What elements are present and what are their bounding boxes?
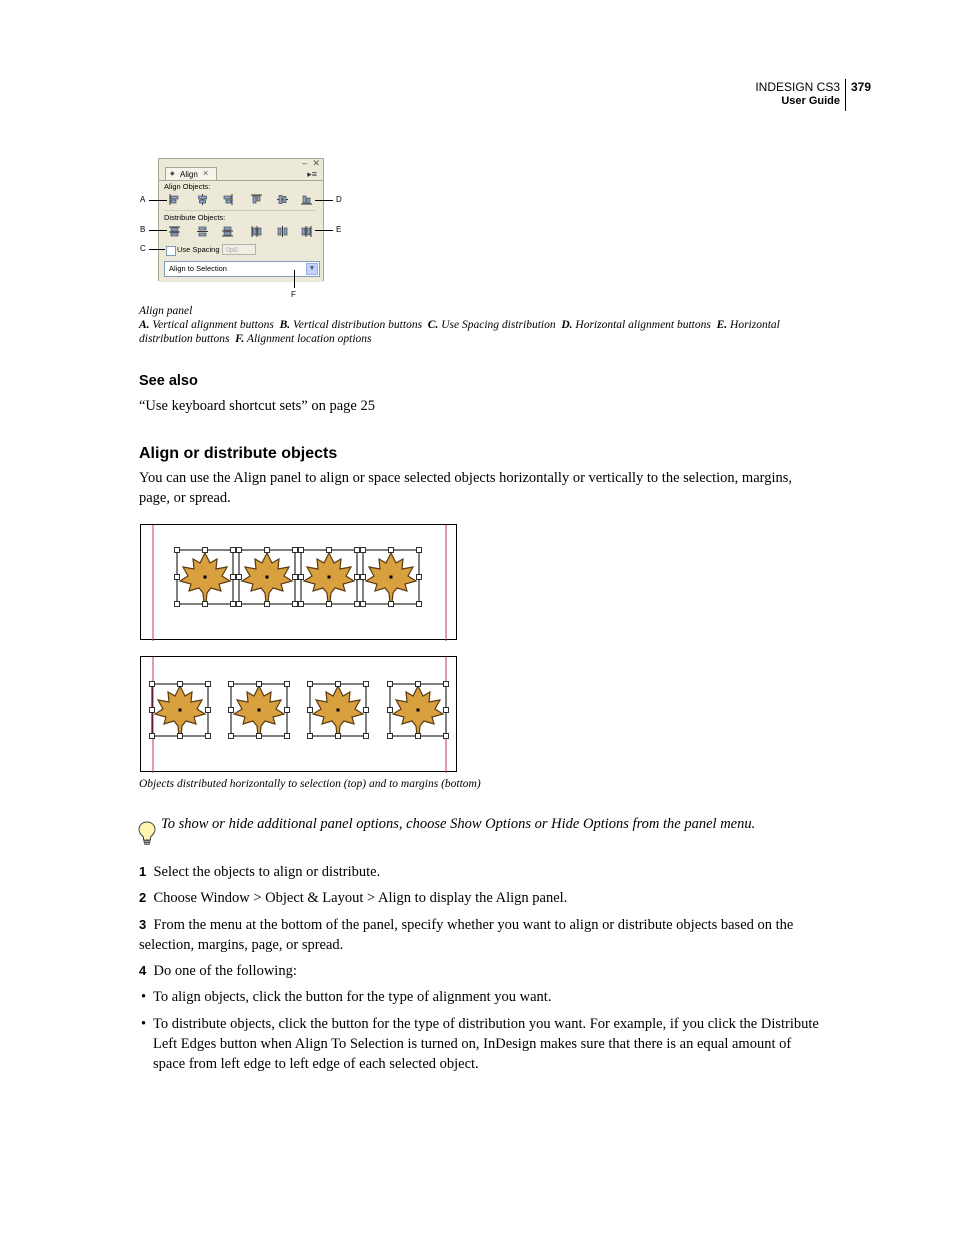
resize-handle[interactable] — [299, 575, 304, 580]
tab-label: Align — [180, 170, 198, 179]
running-header-product: INDESIGN CS3 — [755, 80, 840, 94]
resize-handle[interactable] — [175, 575, 180, 580]
caption-item: Horizontal alignment buttons — [575, 319, 711, 331]
resize-handle[interactable] — [285, 708, 290, 713]
resize-handle[interactable] — [361, 575, 366, 580]
figure-caption-align-panel — [139, 304, 829, 346]
tab-align[interactable] — [165, 167, 217, 181]
step-text: Do one of the following: — [153, 963, 297, 979]
resize-handle[interactable] — [293, 548, 298, 553]
resize-handle[interactable] — [229, 708, 234, 713]
use-spacing-label: Use Spacing — [177, 245, 220, 254]
resize-handle[interactable] — [388, 734, 393, 739]
resize-handle[interactable] — [355, 575, 360, 580]
leaf-object[interactable] — [299, 548, 360, 607]
resize-handle[interactable] — [299, 602, 304, 607]
resize-handle[interactable] — [355, 548, 360, 553]
distribute-right-edges-icon[interactable] — [301, 226, 312, 237]
resize-handle[interactable] — [361, 602, 366, 607]
step-3 — [139, 915, 819, 955]
leaf-object[interactable] — [175, 548, 236, 607]
caption-title: Align panel — [139, 305, 193, 317]
center-point — [337, 709, 340, 712]
resize-handle[interactable] — [336, 734, 341, 739]
align-objects-label: Align Objects: — [164, 182, 211, 191]
resize-handle[interactable] — [355, 602, 360, 607]
figure-distributed-to-selection — [140, 524, 457, 640]
panel-menu-icon[interactable]: ▸≡ — [307, 169, 317, 179]
leaves-selection-svg — [141, 525, 458, 641]
callout-line-d — [315, 200, 333, 201]
chevron-down-icon[interactable]: ▼ — [306, 263, 318, 275]
center-point — [266, 576, 269, 579]
caption-item: Use Spacing distribution — [441, 319, 556, 331]
resize-handle[interactable] — [175, 602, 180, 607]
resize-handle[interactable] — [231, 602, 236, 607]
use-spacing-checkbox[interactable] — [166, 246, 176, 256]
callout-line-a — [149, 200, 167, 201]
callout-line-f — [294, 270, 295, 288]
resize-handle[interactable] — [285, 734, 290, 739]
bullet-text: To align objects, click the button for the type of alignment you want. — [153, 989, 552, 1005]
align-panel — [158, 158, 324, 281]
caption-item: Vertical distribution buttons — [292, 319, 423, 331]
resize-handle[interactable] — [206, 734, 211, 739]
caption-letter: A. — [139, 319, 150, 331]
align-bottom-edges-icon[interactable] — [301, 194, 312, 205]
caption-letter: F. — [235, 333, 245, 345]
resize-handle[interactable] — [150, 682, 155, 687]
figure-distributed-to-margins — [140, 656, 457, 772]
resize-handle[interactable] — [203, 548, 208, 553]
resize-handle[interactable] — [388, 682, 393, 687]
resize-handle[interactable] — [416, 682, 421, 687]
resize-handle[interactable] — [364, 682, 369, 687]
bullet-item — [139, 987, 819, 1007]
running-header-guide: User Guide — [781, 95, 840, 107]
distribute-horizontal-centers-icon[interactable] — [277, 226, 288, 237]
see-also-heading: See also — [139, 373, 198, 389]
section-intro: You can use the Align panel to align or space selected objects horizontally or vertically to the selection, margins, page, or spread. — [139, 470, 793, 506]
callout-d: D — [336, 195, 342, 204]
resize-handle[interactable] — [285, 682, 290, 687]
step-text: Choose Window > Object & Layout > Align to display the Align panel. — [153, 890, 568, 906]
alignment-location-select[interactable] — [164, 261, 320, 277]
panel-options-icon[interactable]: ◆ — [170, 171, 175, 177]
center-point — [390, 576, 393, 579]
callout-a: A — [140, 195, 146, 204]
resize-handle[interactable] — [178, 734, 183, 739]
caption-item: Alignment location options — [246, 333, 372, 345]
align-top-edges-icon[interactable] — [251, 194, 262, 205]
resize-handle[interactable] — [229, 682, 234, 687]
distribute-vertical-centers-icon[interactable] — [197, 226, 208, 237]
resize-handle[interactable] — [417, 575, 422, 580]
leaves-margins-svg — [141, 657, 458, 773]
distribute-bottom-edges-icon[interactable] — [222, 226, 233, 237]
step-number: 1 — [139, 864, 147, 879]
resize-handle[interactable] — [237, 548, 242, 553]
header-divider — [845, 79, 846, 111]
resize-handle[interactable] — [231, 575, 236, 580]
step-2 — [139, 888, 819, 908]
lightbulb-icon — [137, 820, 157, 846]
callout-c: C — [140, 244, 146, 253]
resize-handle[interactable] — [389, 602, 394, 607]
step-text: From the menu at the bottom of the panel, specify whether you want to align or distribute objects based on the selection, margins, page, or spread. — [139, 917, 794, 953]
step-number: 3 — [139, 917, 147, 932]
caption-letter: C. — [427, 319, 439, 331]
resize-handle[interactable] — [237, 575, 242, 580]
distribute-left-edges-icon[interactable] — [251, 226, 262, 237]
step-text: Select the objects to align or distribute. — [153, 864, 381, 880]
figure-caption-distribution: Objects distributed horizontally to selection (top) and to margins (bottom) — [139, 778, 481, 790]
center-point — [258, 709, 261, 712]
panel-body — [159, 180, 323, 282]
step-number: 4 — [139, 963, 147, 978]
tab-close-icon[interactable]: × — [203, 168, 209, 178]
callout-f: F — [291, 290, 296, 299]
caption-item: Horizontal distribution buttons — [139, 319, 780, 345]
caption-letter: B. — [279, 319, 291, 331]
resize-handle[interactable] — [308, 708, 313, 713]
callout-line-b — [149, 230, 167, 231]
resize-handle[interactable] — [150, 708, 155, 713]
tip-text: To show or hide additional panel options, choose Show Options or Hide Options from the panel menu. — [161, 816, 756, 832]
step-4 — [139, 961, 819, 981]
caption-letter: D. — [561, 319, 573, 331]
leaf-object[interactable] — [388, 682, 449, 739]
resize-handle[interactable] — [299, 548, 304, 553]
section-heading: Align or distribute objects — [139, 445, 338, 462]
resize-handle[interactable] — [336, 682, 341, 687]
resize-handle[interactable] — [257, 734, 262, 739]
resize-handle[interactable] — [265, 548, 270, 553]
resize-handle[interactable] — [150, 734, 155, 739]
caption-legend — [139, 318, 829, 346]
leaf-object[interactable] — [229, 682, 290, 739]
resize-handle[interactable] — [237, 602, 242, 607]
page-number: 379 — [851, 80, 872, 94]
spacing-field[interactable]: 0p0 — [222, 244, 256, 255]
align-vertical-centers-icon[interactable] — [277, 194, 288, 205]
align-horizontal-centers-icon[interactable] — [197, 194, 208, 205]
resize-handle[interactable] — [178, 682, 183, 687]
leaf-object[interactable] — [237, 548, 298, 607]
callout-e: E — [336, 225, 342, 234]
see-also-link[interactable]: “Use keyboard shortcut sets” on page 25 — [139, 398, 375, 414]
resize-handle[interactable] — [416, 734, 421, 739]
center-point — [204, 576, 207, 579]
leaf-object[interactable] — [361, 548, 422, 607]
resize-handle[interactable] — [364, 708, 369, 713]
leaf-object[interactable] — [150, 682, 211, 739]
resize-handle[interactable] — [265, 602, 270, 607]
resize-handle[interactable] — [444, 734, 449, 739]
step-1 — [139, 862, 819, 882]
resize-handle[interactable] — [229, 734, 234, 739]
resize-handle[interactable] — [293, 602, 298, 607]
resize-handle[interactable] — [417, 602, 422, 607]
resize-handle[interactable] — [361, 548, 366, 553]
resize-handle[interactable] — [444, 682, 449, 687]
resize-handle[interactable] — [175, 548, 180, 553]
callout-line-c — [149, 249, 165, 250]
center-point — [328, 576, 331, 579]
distribute-objects-label: Distribute Objects: — [164, 213, 226, 222]
align-right-edges-icon[interactable] — [222, 194, 233, 205]
bullet-item — [139, 1014, 819, 1074]
alignment-location-value: Align to Selection — [169, 264, 227, 273]
align-left-edges-icon[interactable] — [169, 194, 180, 205]
divider — [164, 210, 316, 211]
distribute-top-edges-icon[interactable] — [169, 226, 180, 237]
resize-handle[interactable] — [388, 708, 393, 713]
resize-handle[interactable] — [417, 548, 422, 553]
resize-handle[interactable] — [206, 708, 211, 713]
bullet-text: To distribute objects, click the button for the type of distribution you want. For example, if you click the Distribute Left Edges button when Align To Selection is turned on, InDesign makes sure that there is an equal amount of space from left edge to left edge of each selected object. — [153, 1016, 819, 1072]
resize-handle[interactable] — [327, 548, 332, 553]
resize-handle[interactable] — [364, 734, 369, 739]
resize-handle[interactable] — [308, 734, 313, 739]
resize-handle[interactable] — [203, 602, 208, 607]
minimize-icon[interactable]: – — [301, 158, 307, 168]
resize-handle[interactable] — [308, 682, 313, 687]
center-point — [417, 709, 420, 712]
leaf-object[interactable] — [308, 682, 369, 739]
caption-item: Vertical alignment buttons — [152, 319, 274, 331]
bullet-mark: • — [141, 989, 147, 1005]
bullet-mark: • — [141, 1016, 147, 1032]
callout-b: B — [140, 225, 146, 234]
resize-handle[interactable] — [389, 548, 394, 553]
resize-handle[interactable] — [327, 602, 332, 607]
resize-handle[interactable] — [231, 548, 236, 553]
resize-handle[interactable] — [206, 682, 211, 687]
step-number: 2 — [139, 890, 147, 905]
resize-handle[interactable] — [293, 575, 298, 580]
center-point — [179, 709, 182, 712]
caption-letter: E. — [716, 319, 728, 331]
close-icon[interactable]: ✕ — [312, 158, 320, 168]
resize-handle[interactable] — [444, 708, 449, 713]
callout-line-e — [315, 230, 333, 231]
resize-handle[interactable] — [257, 682, 262, 687]
